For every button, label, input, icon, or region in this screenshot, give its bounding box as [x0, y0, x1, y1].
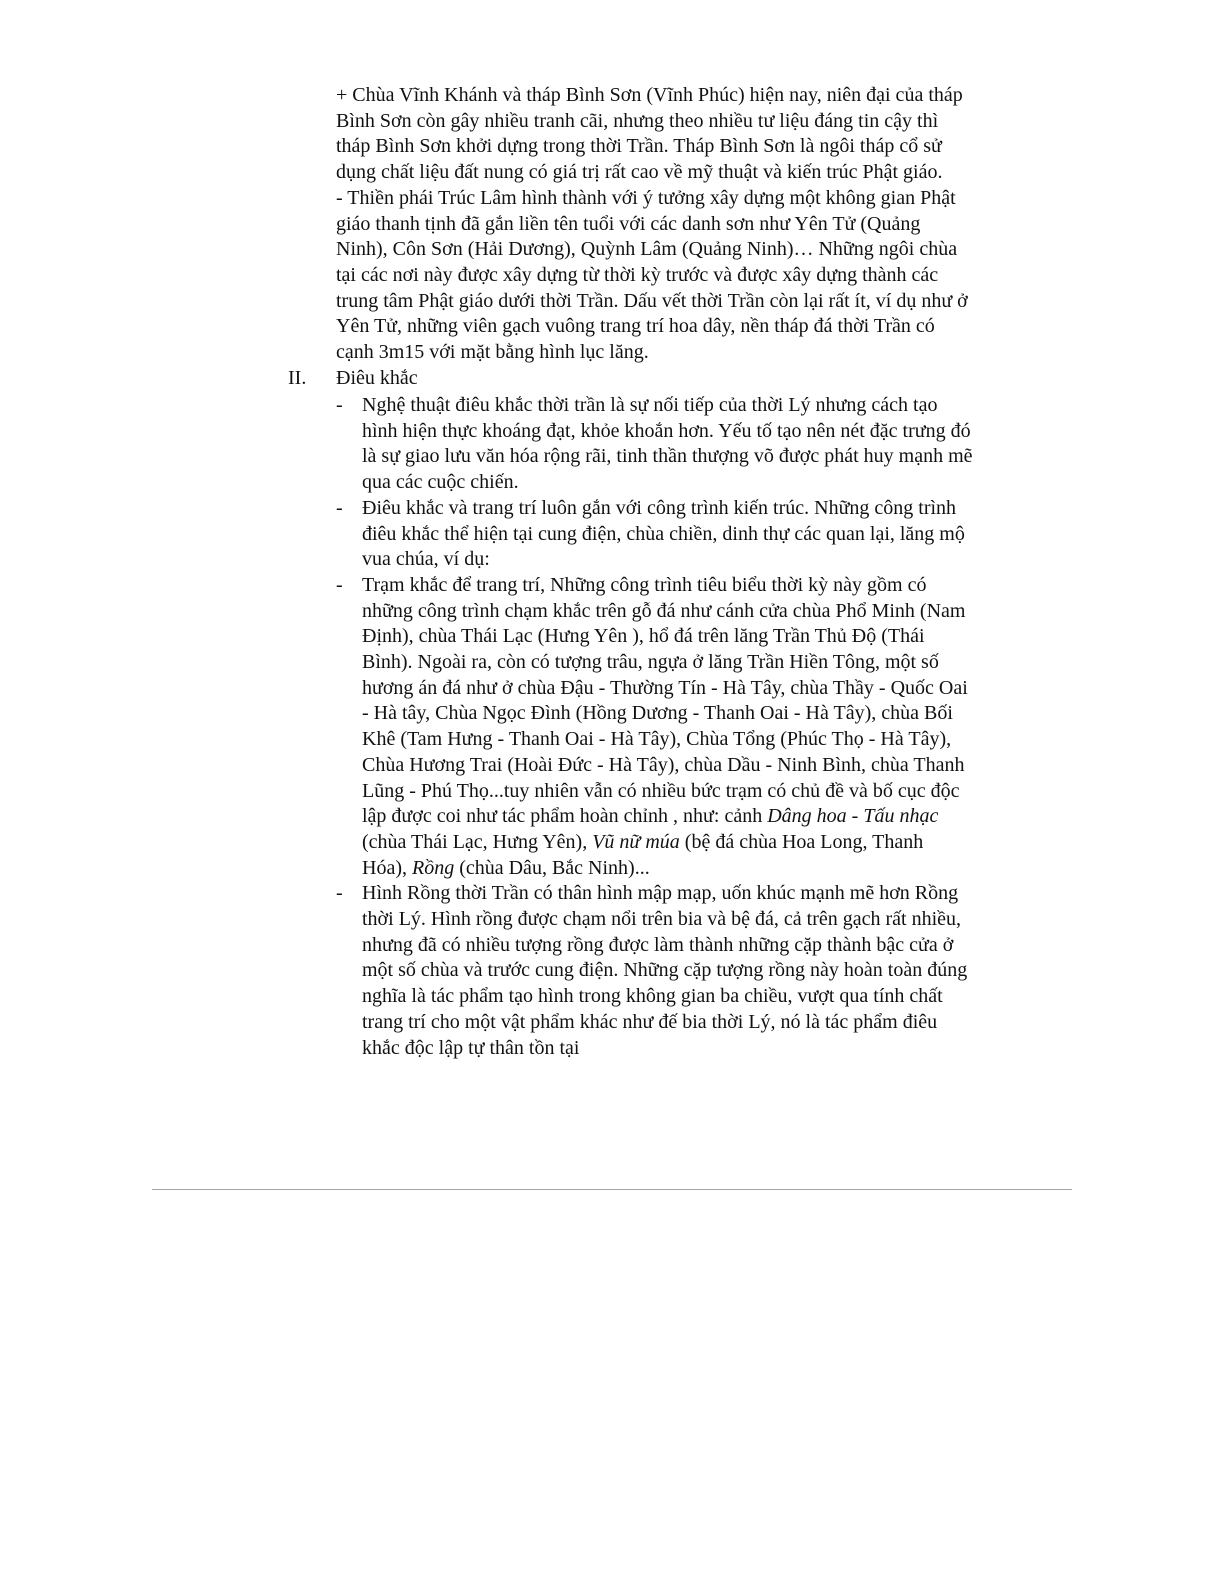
- text-run: (chùa Thái Lạc, Hưng Yên),: [362, 830, 593, 853]
- artwork-title: Vũ nữ múa: [592, 830, 680, 853]
- text-line: thời Lý. Hình rồng được chạm nổi trên bia và bệ đá, cả trên gạch rất nhiều,: [362, 908, 962, 931]
- text-line: qua các cuộc chiến.: [362, 471, 519, 494]
- text-line: Khê (Tam Hưng - Thanh Oai - Hà Tây), Chùa Tổng (Phúc Thọ - Hà Tây),: [362, 728, 952, 751]
- text-line: Hình Rồng thời Trần có thân hình mập mạp, uốn khúc mạnh mẽ hơn Rồng: [362, 882, 959, 905]
- text-line: Trạm khắc để trang trí, Những công trình tiêu biểu thời kỳ này gồm có: [362, 573, 927, 596]
- text-line: Yên Tử, những viên gạch vuông trang trí hoa dây, nền tháp đá thời Trần có: [336, 315, 935, 338]
- text-line: Nghệ thuật điêu khắc thời trần là sự nối tiếp của thời Lý nhưng cách tạo: [362, 394, 938, 416]
- text-line: vua chúa, ví dụ:: [362, 548, 490, 571]
- text-line: tại các nơi này được xây dựng từ thời kỳ trước và được xây dựng thành các: [336, 263, 939, 286]
- text-line: hương án đá như ở chùa Đậu - Thường Tín - Hà Tây, chùa Thầy - Quốc Oai: [362, 676, 968, 699]
- text-line: giáo thanh tịnh đã gắn liền tên tuổi với các danh sơn như Yên Tử (Quảng: [336, 212, 921, 235]
- bullet-marker: -: [336, 496, 343, 519]
- text-line: trung tâm Phật giáo dưới thời Trần. Dấu vết thời Trần còn lại rất ít, ví dụ như ở: [336, 289, 968, 312]
- text-line: nghĩa là tác phẩm tạo hình trong không gian ba chiều, vượt qua tính chất: [362, 985, 943, 1008]
- text-line: + Chùa Vĩnh Khánh và tháp Bình Sơn (Vĩnh Phúc) hiện nay, niên đại của tháp: [336, 84, 963, 106]
- text-line: một số chùa và trước cung điện. Những cặp tượng rồng này hoàn toàn đúng: [362, 959, 968, 982]
- text-line-mixed: [362, 856, 1026, 882]
- list-item: [336, 573, 1026, 881]
- text-line: tháp Bình Sơn khởi dựng trong thời Trần. Tháp Bình Sơn là ngôi tháp cổ sử: [336, 135, 942, 158]
- bullet-marker: -: [336, 573, 343, 596]
- text-line: Định), chùa Thái Lạc (Hưng Yên ), hổ đá trên lăng Trần Thủ Độ (Thái: [362, 625, 925, 648]
- text-run: (bệ đá chùa Hoa Long, Thanh: [679, 830, 924, 853]
- text-line: khắc độc lập tự thân tồn tại: [362, 1036, 580, 1059]
- bullet-marker: -: [336, 394, 343, 416]
- text-line: hình hiện thực khoáng đạt, khỏe khoắn hơn. Yếu tố tạo nên nét đặc trưng đó: [362, 419, 971, 442]
- section-title: Điêu khắc: [336, 367, 418, 389]
- text-line: Chùa Hương Trai (Hoài Đức - Hà Tây), chùa Dầu - Ninh Bình, chùa Thanh: [362, 753, 965, 776]
- list-item: [336, 393, 1026, 496]
- text-run: Hóa),: [362, 856, 412, 879]
- text-line-mixed: [362, 804, 1026, 830]
- text-line: Điêu khắc và trang trí luôn gắn với công trình kiến trúc. Những công trình: [362, 496, 957, 519]
- list-item: [336, 881, 1026, 1061]
- text-line-mixed: [362, 830, 1026, 856]
- text-line: Lũng - Phú Thọ...tuy nhiên vẫn có nhiều bức trạm có chủ đề và bố cục độc: [362, 779, 960, 802]
- list-item: [336, 496, 1026, 573]
- section-heading: [288, 366, 418, 392]
- text-line: Bình). Ngoài ra, còn có tượng trâu, ngựa ở lăng Trần Hiền Tông, một số: [362, 651, 939, 674]
- text-line: trang trí cho một vật phẩm khác như đế bia thời Lý, nó là tác phẩm điêu: [362, 1010, 938, 1033]
- section-number: II.: [288, 367, 307, 389]
- text-line: điêu khắc thể hiện tại cung điện, chùa chiền, dinh thự các quan lại, lăng mộ: [362, 522, 965, 545]
- text-line: Ninh), Côn Sơn (Hải Dương), Quỳnh Lâm (Quảng Ninh)… Những ngôi chùa: [336, 238, 958, 261]
- text-run: lập được coi như tác phẩm hoàn chỉnh , như: cảnh: [362, 805, 768, 828]
- artwork-title: Dâng hoa - Tấu nhạc: [767, 805, 939, 828]
- text-run: (chùa Dâu, Bắc Ninh)...: [454, 856, 650, 879]
- text-line: Bình Sơn còn gây nhiều tranh cãi, nhưng theo nhiều tư liệu đáng tin cậy thì: [336, 109, 939, 132]
- intro-paragraph: [336, 83, 968, 366]
- artwork-title: Rồng: [411, 856, 455, 879]
- text-line: những công trình chạm khắc trên gỗ đá như cánh cửa chùa Phổ Minh (Nam: [362, 599, 966, 622]
- bullet-list: [336, 393, 1026, 1061]
- text-line: dụng chất liệu đất nung có giá trị rất cao về mỹ thuật và kiến trúc Phật giáo.: [336, 161, 943, 184]
- text-line: - Hà tây, Chùa Ngọc Đình (Hồng Dương - Thanh Oai - Hà Tây), chùa Bối: [362, 702, 953, 725]
- bullet-marker: -: [336, 882, 343, 905]
- text-line: nhưng đã có nhiều tượng rồng được làm thành những cặp thành bậc cửa ở: [362, 933, 954, 956]
- page-divider: [152, 1189, 1072, 1190]
- text-line: cạnh 3m15 với mặt bằng hình lục lăng.: [336, 341, 649, 364]
- text-line: - Thiền phái Trúc Lâm hình thành với ý tưởng xây dựng một không gian Phật: [336, 186, 956, 209]
- text-line: là sự giao lưu văn hóa rộng rãi, tinh thần thượng võ được phát huy mạnh mẽ: [362, 445, 973, 468]
